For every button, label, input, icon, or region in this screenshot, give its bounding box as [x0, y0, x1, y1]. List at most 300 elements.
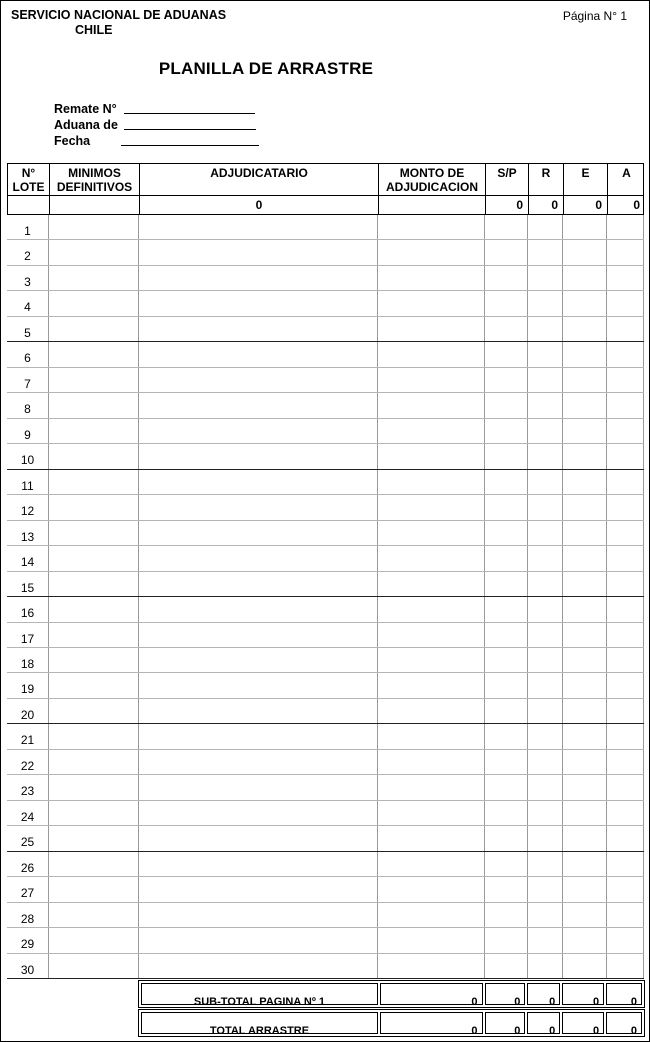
- cell-e[interactable]: [563, 928, 607, 952]
- cell-minimos[interactable]: [49, 648, 139, 672]
- cell-a[interactable]: [607, 240, 644, 264]
- org-line-1: SERVICIO NACIONAL DE ADUANAS: [11, 8, 227, 22]
- cell-adjudicatario[interactable]: [139, 317, 378, 341]
- summary-monto: [379, 196, 486, 214]
- cell-r[interactable]: [528, 266, 563, 290]
- total-sp: 0: [485, 1012, 526, 1034]
- subtotal-label: SUB-TOTAL PAGINA Nº 1: [141, 983, 378, 1005]
- cell-monto[interactable]: [378, 801, 485, 825]
- cell-lote: 22: [7, 750, 49, 774]
- cell-minimos[interactable]: [49, 775, 139, 799]
- cell-minimos[interactable]: [49, 826, 139, 850]
- aduana-field[interactable]: [54, 116, 259, 132]
- page-number: Página N° 1: [562, 9, 627, 23]
- cell-e[interactable]: [563, 291, 607, 315]
- table-header: [7, 163, 644, 196]
- cell-monto[interactable]: [378, 266, 485, 290]
- cell-monto[interactable]: [378, 699, 485, 723]
- cell-r[interactable]: [528, 215, 563, 239]
- header-lote-line1: N°: [21, 166, 36, 180]
- cell-minimos[interactable]: [49, 240, 139, 264]
- table-row: [7, 928, 644, 953]
- cell-e[interactable]: [563, 470, 607, 494]
- cell-monto[interactable]: [378, 495, 485, 519]
- cell-monto[interactable]: [378, 673, 485, 697]
- cell-adjudicatario[interactable]: [139, 775, 378, 799]
- cell-minimos[interactable]: [49, 317, 139, 341]
- cell-r[interactable]: [528, 342, 563, 366]
- cell-sp[interactable]: [485, 215, 528, 239]
- cell-r[interactable]: [528, 419, 563, 443]
- cell-sp[interactable]: [485, 954, 528, 978]
- cell-a[interactable]: [607, 673, 644, 697]
- form-fields: [54, 100, 259, 148]
- cell-monto[interactable]: [378, 521, 485, 545]
- cell-minimos[interactable]: [49, 623, 139, 647]
- cell-adjudicatario[interactable]: [139, 597, 378, 621]
- cell-lote: 23: [7, 775, 49, 799]
- cell-adjudicatario[interactable]: [139, 928, 378, 952]
- cell-e[interactable]: [563, 648, 607, 672]
- cell-e[interactable]: [563, 750, 607, 774]
- cell-adjudicatario[interactable]: [139, 546, 378, 570]
- table-row: [7, 801, 644, 826]
- table-row: [7, 673, 644, 698]
- header-r: R: [529, 164, 564, 195]
- cell-adjudicatario[interactable]: [139, 852, 378, 876]
- cell-minimos[interactable]: [49, 444, 139, 468]
- remate-line[interactable]: [124, 100, 255, 114]
- table-row: [7, 393, 644, 418]
- cell-monto[interactable]: [378, 877, 485, 901]
- cell-lote: 17: [7, 623, 49, 647]
- cell-minimos[interactable]: [49, 699, 139, 723]
- table-row: [7, 623, 644, 648]
- cell-sp[interactable]: [485, 342, 528, 366]
- cell-adjudicatario[interactable]: [139, 521, 378, 545]
- cell-a[interactable]: [607, 801, 644, 825]
- table-row: [7, 572, 644, 597]
- cell-sp[interactable]: [485, 240, 528, 264]
- cell-monto[interactable]: [378, 597, 485, 621]
- cell-adjudicatario[interactable]: [139, 750, 378, 774]
- cell-lote: 27: [7, 877, 49, 901]
- cell-e[interactable]: [563, 368, 607, 392]
- cell-a[interactable]: [607, 546, 644, 570]
- cell-a[interactable]: [607, 521, 644, 545]
- cell-e[interactable]: [563, 903, 607, 927]
- cell-monto[interactable]: [378, 470, 485, 494]
- cell-e[interactable]: [563, 342, 607, 366]
- cell-r[interactable]: [528, 623, 563, 647]
- cell-e[interactable]: [563, 572, 607, 596]
- cell-lote: 9: [7, 419, 49, 443]
- cell-sp[interactable]: [485, 393, 528, 417]
- cell-r[interactable]: [528, 291, 563, 315]
- fecha-field[interactable]: [54, 132, 259, 148]
- cell-e[interactable]: [563, 266, 607, 290]
- cell-e[interactable]: [563, 826, 607, 850]
- cell-lote: 12: [7, 495, 49, 519]
- cell-lote: 1: [7, 215, 49, 239]
- cell-adjudicatario[interactable]: [139, 903, 378, 927]
- table-row: [7, 903, 644, 928]
- cell-r[interactable]: [528, 597, 563, 621]
- cell-e[interactable]: [563, 724, 607, 748]
- cell-minimos[interactable]: [49, 546, 139, 570]
- cell-adjudicatario[interactable]: [139, 623, 378, 647]
- cell-minimos[interactable]: [49, 673, 139, 697]
- cell-minimos[interactable]: [49, 724, 139, 748]
- table-row: [7, 291, 644, 316]
- cell-sp[interactable]: [485, 444, 528, 468]
- cell-e[interactable]: [563, 495, 607, 519]
- cell-a[interactable]: [607, 368, 644, 392]
- cell-lote: 29: [7, 928, 49, 952]
- cell-r[interactable]: [528, 317, 563, 341]
- cell-lote: 11: [7, 470, 49, 494]
- cell-r[interactable]: [528, 852, 563, 876]
- cell-e[interactable]: [563, 699, 607, 723]
- cell-monto[interactable]: [378, 317, 485, 341]
- cell-adjudicatario[interactable]: [139, 368, 378, 392]
- cell-e[interactable]: [563, 240, 607, 264]
- cell-adjudicatario[interactable]: [139, 877, 378, 901]
- cell-a[interactable]: [607, 393, 644, 417]
- cell-e[interactable]: [563, 775, 607, 799]
- cell-e[interactable]: [563, 597, 607, 621]
- cell-e[interactable]: [563, 673, 607, 697]
- cell-sp[interactable]: [485, 521, 528, 545]
- cell-sp[interactable]: [485, 673, 528, 697]
- cell-e[interactable]: [563, 877, 607, 901]
- cell-a[interactable]: [607, 852, 644, 876]
- total-r: 0: [527, 1012, 560, 1034]
- cell-e[interactable]: [563, 954, 607, 978]
- summary-row: [7, 196, 644, 215]
- cell-lote: 5: [7, 317, 49, 341]
- cell-lote: 26: [7, 852, 49, 876]
- cell-adjudicatario[interactable]: [139, 419, 378, 443]
- cell-a[interactable]: [607, 877, 644, 901]
- cell-r[interactable]: [528, 750, 563, 774]
- cell-r[interactable]: [528, 546, 563, 570]
- remate-field[interactable]: [54, 100, 259, 116]
- subtotal-r: 0: [527, 983, 560, 1005]
- cell-a[interactable]: [607, 648, 644, 672]
- cell-r[interactable]: [528, 826, 563, 850]
- cell-adjudicatario[interactable]: [139, 470, 378, 494]
- header-minimos: [50, 164, 140, 195]
- cell-minimos[interactable]: [49, 521, 139, 545]
- table-row: [7, 521, 644, 546]
- summary-minimos: [50, 196, 140, 214]
- summary-lote: [8, 196, 50, 214]
- cell-adjudicatario[interactable]: [139, 826, 378, 850]
- cell-e[interactable]: [563, 317, 607, 341]
- cell-a[interactable]: [607, 903, 644, 927]
- cell-a[interactable]: [607, 826, 644, 850]
- cell-adjudicatario[interactable]: [139, 724, 378, 748]
- summary-r: 0: [529, 196, 564, 214]
- table-row: [7, 699, 644, 724]
- organization-name: [11, 8, 226, 38]
- cell-lote: 21: [7, 724, 49, 748]
- cell-minimos[interactable]: [49, 215, 139, 239]
- cell-r[interactable]: [528, 775, 563, 799]
- table-row: [7, 495, 644, 520]
- header-monto-line1: MONTO DE: [399, 166, 465, 180]
- cell-sp[interactable]: [485, 852, 528, 876]
- cell-monto[interactable]: [378, 368, 485, 392]
- cell-sp[interactable]: [485, 648, 528, 672]
- table-row: [7, 775, 644, 800]
- cell-sp[interactable]: [485, 368, 528, 392]
- remate-label: Remate N°: [54, 102, 117, 116]
- cell-monto[interactable]: [378, 240, 485, 264]
- cell-adjudicatario[interactable]: [139, 495, 378, 519]
- cell-minimos[interactable]: [49, 597, 139, 621]
- cell-e[interactable]: [563, 546, 607, 570]
- cell-monto[interactable]: [378, 419, 485, 443]
- cell-minimos[interactable]: [49, 419, 139, 443]
- cell-monto[interactable]: [378, 750, 485, 774]
- cell-a[interactable]: [607, 775, 644, 799]
- table-row: [7, 240, 644, 265]
- cell-lote: 18: [7, 648, 49, 672]
- summary-sp: 0: [486, 196, 529, 214]
- header-e: E: [564, 164, 608, 195]
- cell-monto[interactable]: [378, 775, 485, 799]
- cell-lote: 8: [7, 393, 49, 417]
- cell-a[interactable]: [607, 215, 644, 239]
- cell-monto[interactable]: [378, 648, 485, 672]
- cell-adjudicatario[interactable]: [139, 393, 378, 417]
- header-lote: [8, 164, 50, 195]
- table-row: [7, 266, 644, 291]
- cell-adjudicatario[interactable]: [139, 648, 378, 672]
- table-row: [7, 470, 644, 495]
- cell-adjudicatario[interactable]: [139, 240, 378, 264]
- cell-e[interactable]: [563, 521, 607, 545]
- cell-minimos[interactable]: [49, 750, 139, 774]
- cell-adjudicatario[interactable]: [139, 954, 378, 978]
- cell-minimos[interactable]: [49, 470, 139, 494]
- cell-minimos[interactable]: [49, 801, 139, 825]
- cell-sp[interactable]: [485, 572, 528, 596]
- cell-sp[interactable]: [485, 317, 528, 341]
- cell-r[interactable]: [528, 699, 563, 723]
- cell-a[interactable]: [607, 266, 644, 290]
- cell-e[interactable]: [563, 623, 607, 647]
- aduana-line[interactable]: [124, 116, 256, 130]
- cell-r[interactable]: [528, 648, 563, 672]
- total-row: [138, 1009, 645, 1037]
- cell-r[interactable]: [528, 724, 563, 748]
- cell-e[interactable]: [563, 393, 607, 417]
- cell-sp[interactable]: [485, 623, 528, 647]
- cell-sp[interactable]: [485, 546, 528, 570]
- fecha-line[interactable]: [121, 132, 259, 146]
- cell-adjudicatario[interactable]: [139, 291, 378, 315]
- cell-sp[interactable]: [485, 495, 528, 519]
- cell-lote: 14: [7, 546, 49, 570]
- cell-sp[interactable]: [485, 826, 528, 850]
- table-row: [7, 215, 644, 240]
- cell-monto[interactable]: [378, 444, 485, 468]
- summary-e: 0: [564, 196, 608, 214]
- cell-r[interactable]: [528, 877, 563, 901]
- cell-a[interactable]: [607, 495, 644, 519]
- subtotal-sp: 0: [485, 983, 526, 1005]
- total-a: 0: [606, 1012, 642, 1034]
- cell-monto[interactable]: [378, 546, 485, 570]
- cell-e[interactable]: [563, 444, 607, 468]
- total-e: 0: [562, 1012, 604, 1034]
- cell-sp[interactable]: [485, 724, 528, 748]
- cell-adjudicatario[interactable]: [139, 342, 378, 366]
- cell-monto[interactable]: [378, 215, 485, 239]
- cell-a[interactable]: [607, 444, 644, 468]
- cell-adjudicatario[interactable]: [139, 673, 378, 697]
- cell-sp[interactable]: [485, 928, 528, 952]
- cell-sp[interactable]: [485, 903, 528, 927]
- cell-r[interactable]: [528, 903, 563, 927]
- cell-monto[interactable]: [378, 342, 485, 366]
- cell-a[interactable]: [607, 750, 644, 774]
- cell-lote: 30: [7, 954, 49, 978]
- cell-sp[interactable]: [485, 699, 528, 723]
- cell-lote: 3: [7, 266, 49, 290]
- cell-a[interactable]: [607, 928, 644, 952]
- cell-lote: 19: [7, 673, 49, 697]
- cell-adjudicatario[interactable]: [139, 801, 378, 825]
- cell-minimos[interactable]: [49, 368, 139, 392]
- cell-lote: 20: [7, 699, 49, 723]
- cell-r[interactable]: [528, 801, 563, 825]
- cell-r[interactable]: [528, 928, 563, 952]
- lots-table: [7, 163, 644, 979]
- cell-minimos[interactable]: [49, 954, 139, 978]
- cell-minimos[interactable]: [49, 495, 139, 519]
- cell-minimos[interactable]: [49, 928, 139, 952]
- table-row: [7, 597, 644, 622]
- cell-sp[interactable]: [485, 266, 528, 290]
- cell-a[interactable]: [607, 699, 644, 723]
- table-row: [7, 877, 644, 902]
- cell-minimos[interactable]: [49, 572, 139, 596]
- table-row: [7, 750, 644, 775]
- cell-adjudicatario[interactable]: [139, 266, 378, 290]
- table-row: [7, 368, 644, 393]
- cell-monto[interactable]: [378, 852, 485, 876]
- cell-r[interactable]: [528, 393, 563, 417]
- cell-e[interactable]: [563, 215, 607, 239]
- header-monto-line2: ADJUDICACION: [385, 180, 478, 194]
- cell-adjudicatario[interactable]: [139, 444, 378, 468]
- cell-adjudicatario[interactable]: [139, 572, 378, 596]
- table-row: [7, 826, 644, 851]
- cell-a[interactable]: [607, 342, 644, 366]
- cell-lote: 6: [7, 342, 49, 366]
- lot-rows: [7, 215, 644, 979]
- cell-a[interactable]: [607, 317, 644, 341]
- cell-minimos[interactable]: [49, 852, 139, 876]
- cell-r[interactable]: [528, 673, 563, 697]
- cell-sp[interactable]: [485, 419, 528, 443]
- cell-r[interactable]: [528, 954, 563, 978]
- subtotal-e: 0: [562, 983, 604, 1005]
- header-lote-line2: LOTE: [12, 180, 45, 194]
- table-row: [7, 724, 644, 749]
- cell-monto[interactable]: [378, 291, 485, 315]
- total-label: TOTAL ARRASTRE: [141, 1012, 378, 1034]
- table-row: [7, 317, 644, 342]
- cell-minimos[interactable]: [49, 393, 139, 417]
- cell-lote: 25: [7, 826, 49, 850]
- cell-e[interactable]: [563, 852, 607, 876]
- cell-r[interactable]: [528, 470, 563, 494]
- cell-monto[interactable]: [378, 572, 485, 596]
- cell-monto[interactable]: [378, 623, 485, 647]
- subtotal-monto: 0: [380, 983, 483, 1005]
- cell-minimos[interactable]: [49, 266, 139, 290]
- cell-lote: 13: [7, 521, 49, 545]
- cell-r[interactable]: [528, 521, 563, 545]
- header-a: A: [622, 166, 631, 180]
- cell-a[interactable]: [607, 597, 644, 621]
- cell-a[interactable]: [607, 470, 644, 494]
- cell-monto[interactable]: [378, 928, 485, 952]
- cell-lote: 15: [7, 572, 49, 596]
- cell-a[interactable]: [607, 291, 644, 315]
- cell-adjudicatario[interactable]: [139, 699, 378, 723]
- cell-e[interactable]: [563, 801, 607, 825]
- cell-sp[interactable]: [485, 470, 528, 494]
- cell-sp[interactable]: [485, 775, 528, 799]
- table-row: [7, 342, 644, 367]
- cell-minimos[interactable]: [49, 291, 139, 315]
- cell-a[interactable]: [607, 954, 644, 978]
- cell-monto[interactable]: [378, 826, 485, 850]
- cell-monto[interactable]: [378, 724, 485, 748]
- cell-minimos[interactable]: [49, 877, 139, 901]
- header-minimos-line2: DEFINITIVOS: [56, 180, 133, 194]
- cell-sp[interactable]: [485, 801, 528, 825]
- cell-a[interactable]: [607, 572, 644, 596]
- summary-adjudicatario: 0: [140, 196, 379, 214]
- cell-monto[interactable]: [378, 954, 485, 978]
- cell-monto[interactable]: [378, 903, 485, 927]
- cell-sp[interactable]: [485, 750, 528, 774]
- cell-e[interactable]: [563, 419, 607, 443]
- cell-r[interactable]: [528, 444, 563, 468]
- cell-r[interactable]: [528, 495, 563, 519]
- cell-monto[interactable]: [378, 393, 485, 417]
- cell-sp[interactable]: [485, 597, 528, 621]
- cell-r[interactable]: [528, 240, 563, 264]
- cell-a[interactable]: [607, 419, 644, 443]
- cell-a[interactable]: [607, 623, 644, 647]
- cell-adjudicatario[interactable]: [139, 215, 378, 239]
- cell-r[interactable]: [528, 368, 563, 392]
- cell-sp[interactable]: [485, 877, 528, 901]
- cell-r[interactable]: [528, 572, 563, 596]
- cell-minimos[interactable]: [49, 903, 139, 927]
- cell-sp[interactable]: [485, 291, 528, 315]
- cell-minimos[interactable]: [49, 342, 139, 366]
- cell-a[interactable]: [607, 724, 644, 748]
